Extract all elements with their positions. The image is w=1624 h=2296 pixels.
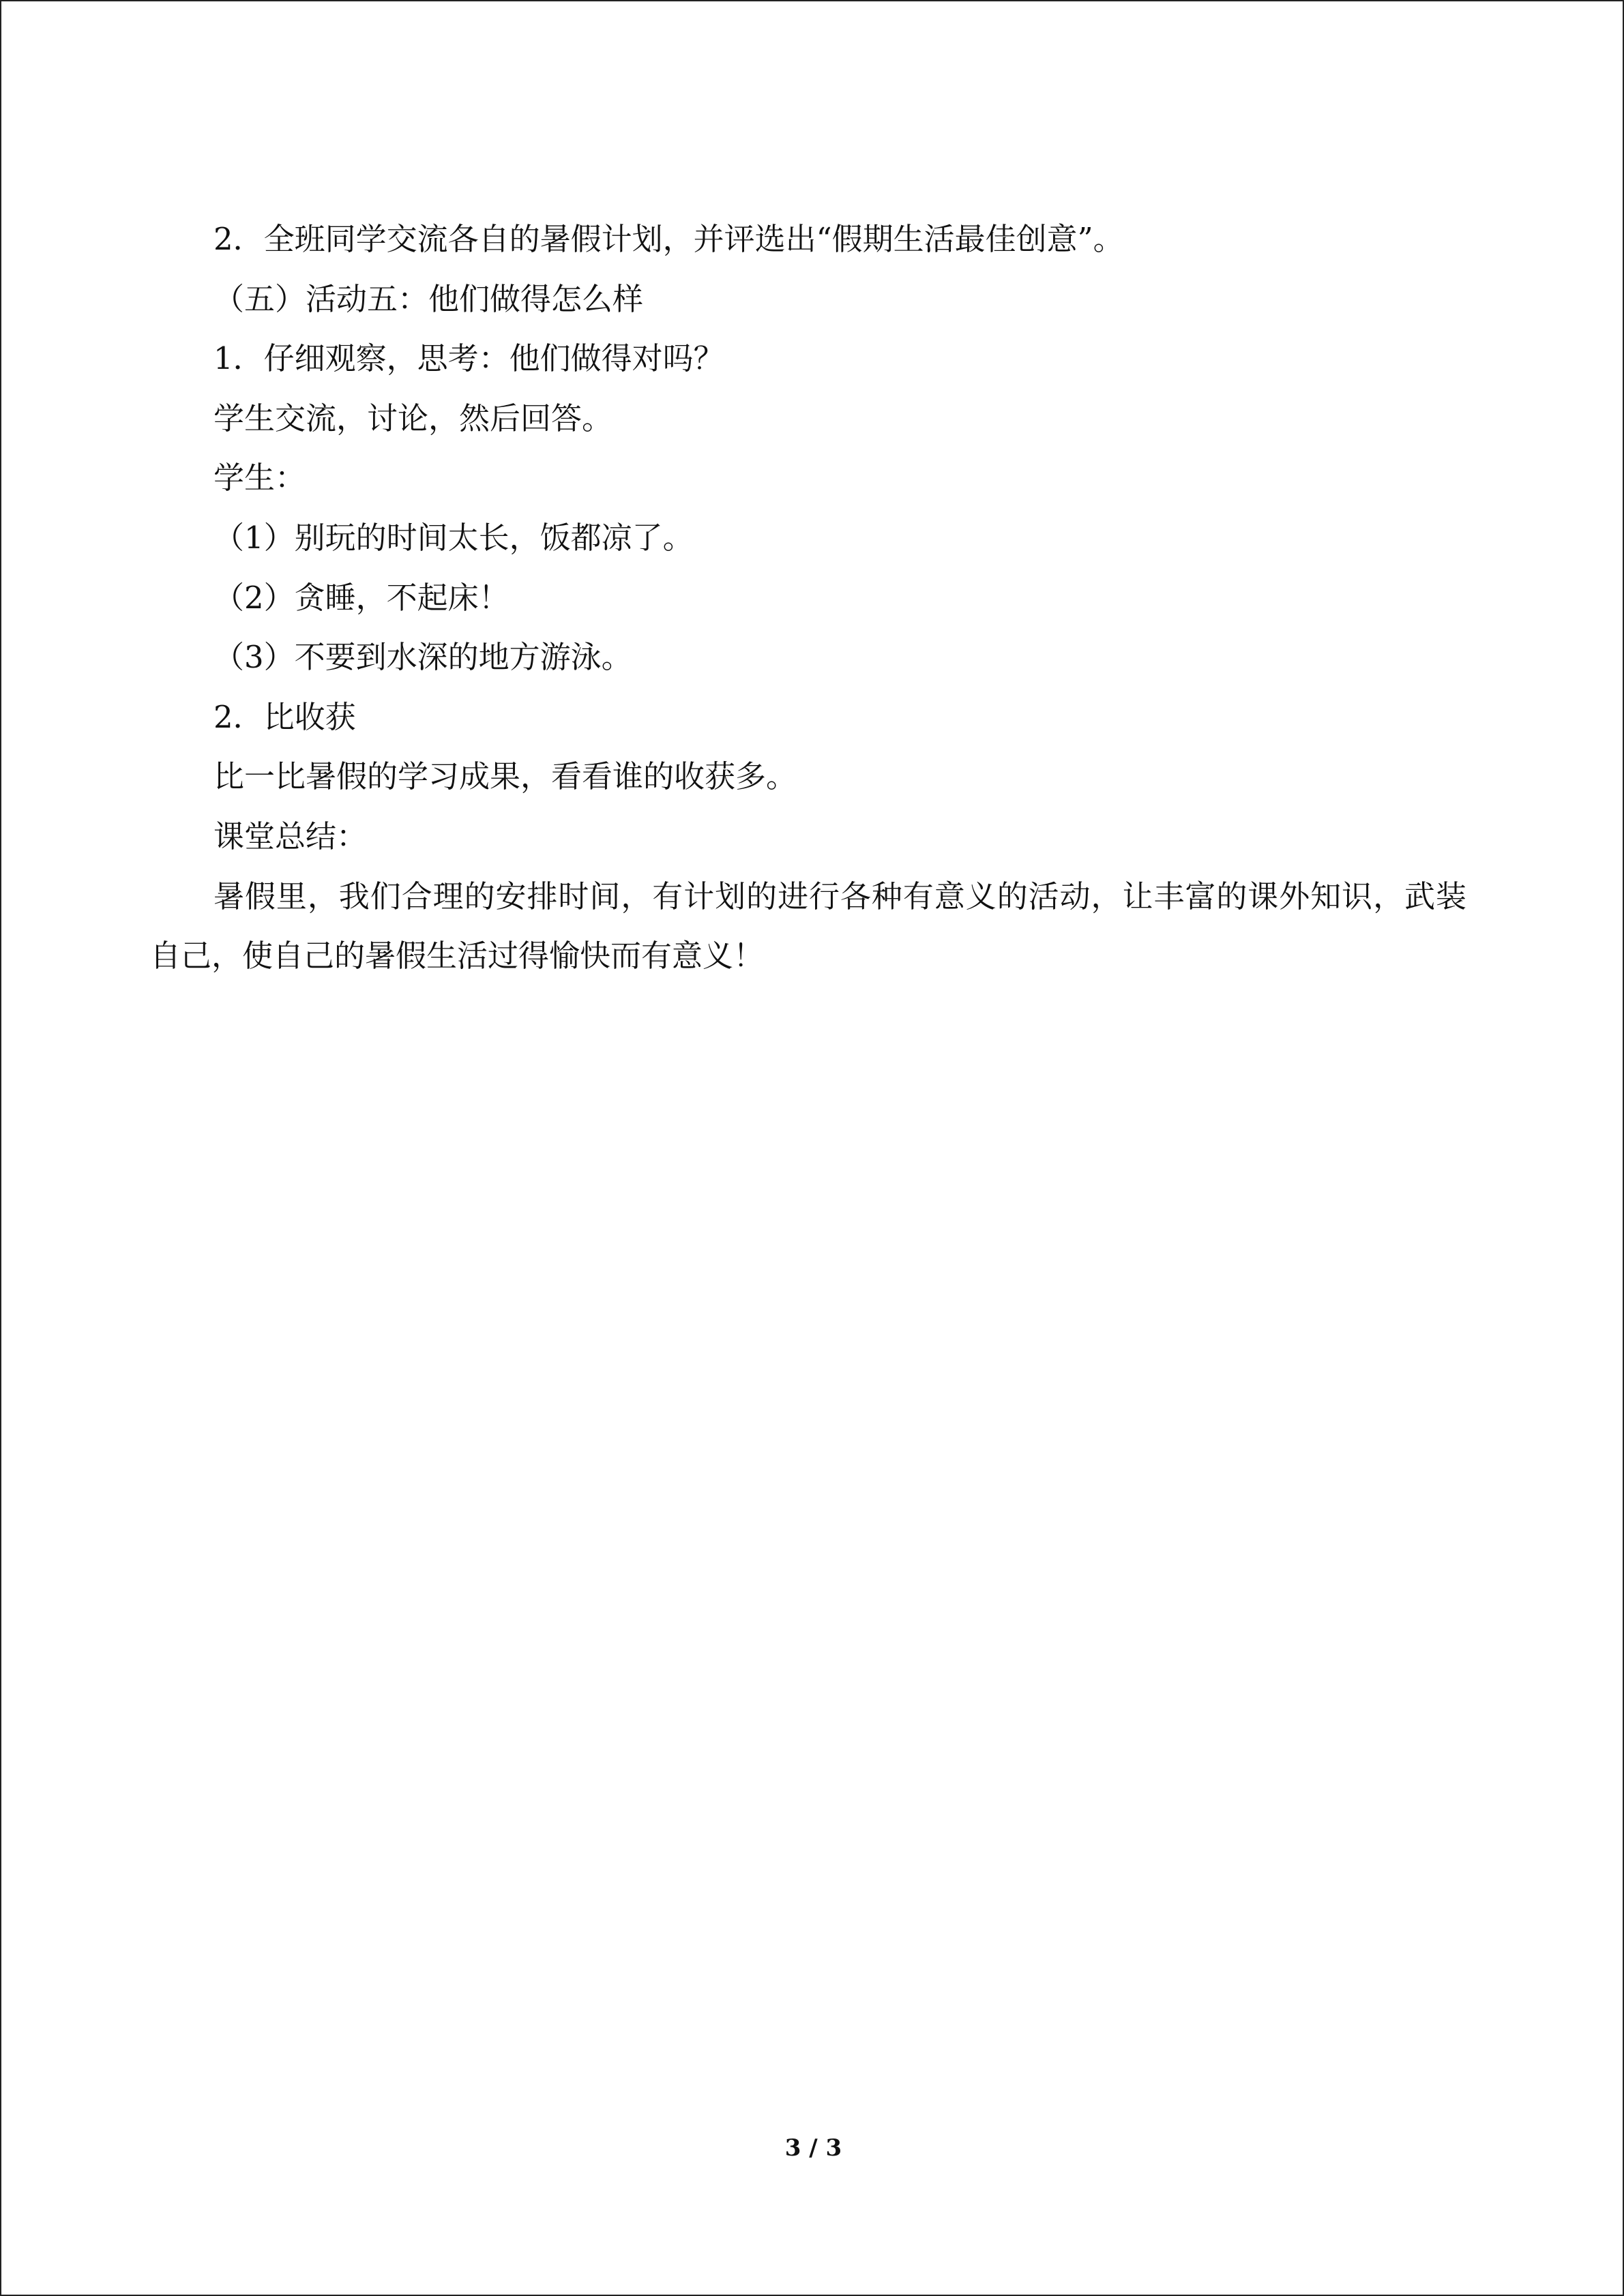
text-line-summary-label: 课堂总结：	[213, 818, 368, 854]
page-number: 3 / 3	[784, 2134, 842, 2162]
section-heading-activity-five: （五）活动五：他们做得怎么样	[213, 280, 644, 317]
summary-paragraph: 暑假里，我们合理的安排时间，有计划的进行各种有意义的活动，让丰富的课外知识，武装自己，使自己的暑假生活过得愉快而有意义！	[150, 878, 1466, 974]
document-body	[150, 209, 1466, 986]
text-line-compare-results: 比一比暑假的学习成果，看看谁的收获多。	[213, 758, 797, 795]
text-line-students-label: 学生：	[213, 460, 306, 496]
text-line-students-discuss: 学生交流，讨论，然后回答。	[213, 400, 613, 436]
text-line-share-plans: 2．全班同学交流各自的暑假计划，并评选出“假期生活最佳创意”。	[213, 221, 1124, 257]
list-item-answer-1: （1）别玩的时间太长，饭都凉了。	[213, 519, 694, 556]
text-line-compare-harvest: 2．比收获	[213, 698, 356, 735]
text-line-observe-think: 1．仔细观察，思考：他们做得对吗？	[213, 340, 724, 377]
list-item-answer-3: （3）不要到水深的地方游泳。	[213, 639, 632, 676]
list-item-answer-2: （2）贪睡，不起床！	[213, 579, 510, 616]
